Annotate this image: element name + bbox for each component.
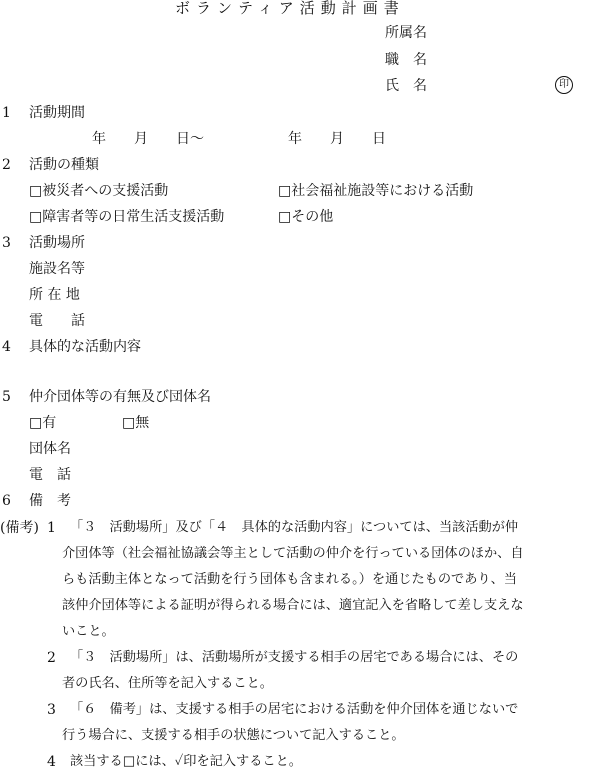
section-3-number: 3 xyxy=(2,235,11,251)
seal-mark: 印 xyxy=(555,76,573,94)
note-2-line-1: 「３ 活動場所」は、活動場所が支援する相手の居宅である場合には、その xyxy=(70,650,519,665)
option-disability-support: □障害者等の日常生活支援活動 xyxy=(29,209,225,225)
note-4-line-1: 該当する□には、✓印を記入すること。 xyxy=(70,754,302,769)
note-1-number: 1 xyxy=(47,520,56,536)
section-2-label: 活動の種類 xyxy=(29,157,99,173)
option-no: □無 xyxy=(122,415,150,431)
note-2-line-2: 者の氏名、住所等を記入すること。 xyxy=(62,676,273,691)
note-1-line-2: 介団体等（社会福祉協議会等主として活動の仲介を行っている団体のほか、自 xyxy=(62,546,524,561)
section-1-label: 活動期間 xyxy=(29,105,85,121)
section-3-label: 活動場所 xyxy=(29,235,85,251)
section-5-number: 5 xyxy=(2,389,11,405)
section-2-number: 2 xyxy=(2,157,11,173)
position-label: 職 名 xyxy=(385,52,427,68)
option-other: □その他 xyxy=(278,209,334,225)
address-label: 所 在 地 xyxy=(29,287,80,303)
section-4-label: 具体的な活動内容 xyxy=(29,339,141,355)
note-1-line-5: いこと。 xyxy=(62,624,115,639)
section-5-label: 仲介団体等の有無及び団体名 xyxy=(29,389,211,405)
name-label: 氏 名 xyxy=(385,78,427,94)
org-phone-label: 電 話 xyxy=(29,467,71,483)
note-1-line-4: 該仲介団体等による証明が得られる場合には、適宜記入を省略して差し支えな xyxy=(62,598,524,613)
option-welfare-facility: □社会福祉施設等における活動 xyxy=(278,183,474,199)
section-4-number: 4 xyxy=(2,339,11,355)
note-2-number: 2 xyxy=(47,650,56,666)
option-yes: □有 xyxy=(29,415,57,431)
note-3-line-1: 「６ 備考」は、支援する相手の居宅における活動を仲介団体を通じないで xyxy=(70,702,519,717)
note-3-number: 3 xyxy=(47,702,56,718)
notes-prefix: (備考) xyxy=(0,520,39,536)
note-4-number: 4 xyxy=(47,754,56,770)
option-disaster-support: □被災者への支援活動 xyxy=(29,183,169,199)
section-1-number: 1 xyxy=(2,105,11,121)
section-6-number: 6 xyxy=(2,493,11,509)
facility-phone-label: 電 話 xyxy=(29,313,85,329)
section-6-label: 備 考 xyxy=(29,493,71,509)
note-1-line-1: 「３ 活動場所」及び「４ 具体的な活動内容」については、当該活動が仲 xyxy=(70,520,519,535)
page-title: ボランティア活動計画書 xyxy=(175,0,405,17)
affiliation-label: 所属名 xyxy=(385,25,427,41)
facility-name-label: 施設名等 xyxy=(29,261,85,277)
org-name-label: 団体名 xyxy=(29,441,71,457)
note-1-line-3: らも活動主体となって活動を行う団体も含まれる。）を通じたものであり、当 xyxy=(62,572,517,587)
activity-period-field: 年 月 日～ 年 月 日 xyxy=(92,131,386,147)
note-3-line-2: 行う場合に、支援する相手の状態について記入すること。 xyxy=(62,728,405,743)
